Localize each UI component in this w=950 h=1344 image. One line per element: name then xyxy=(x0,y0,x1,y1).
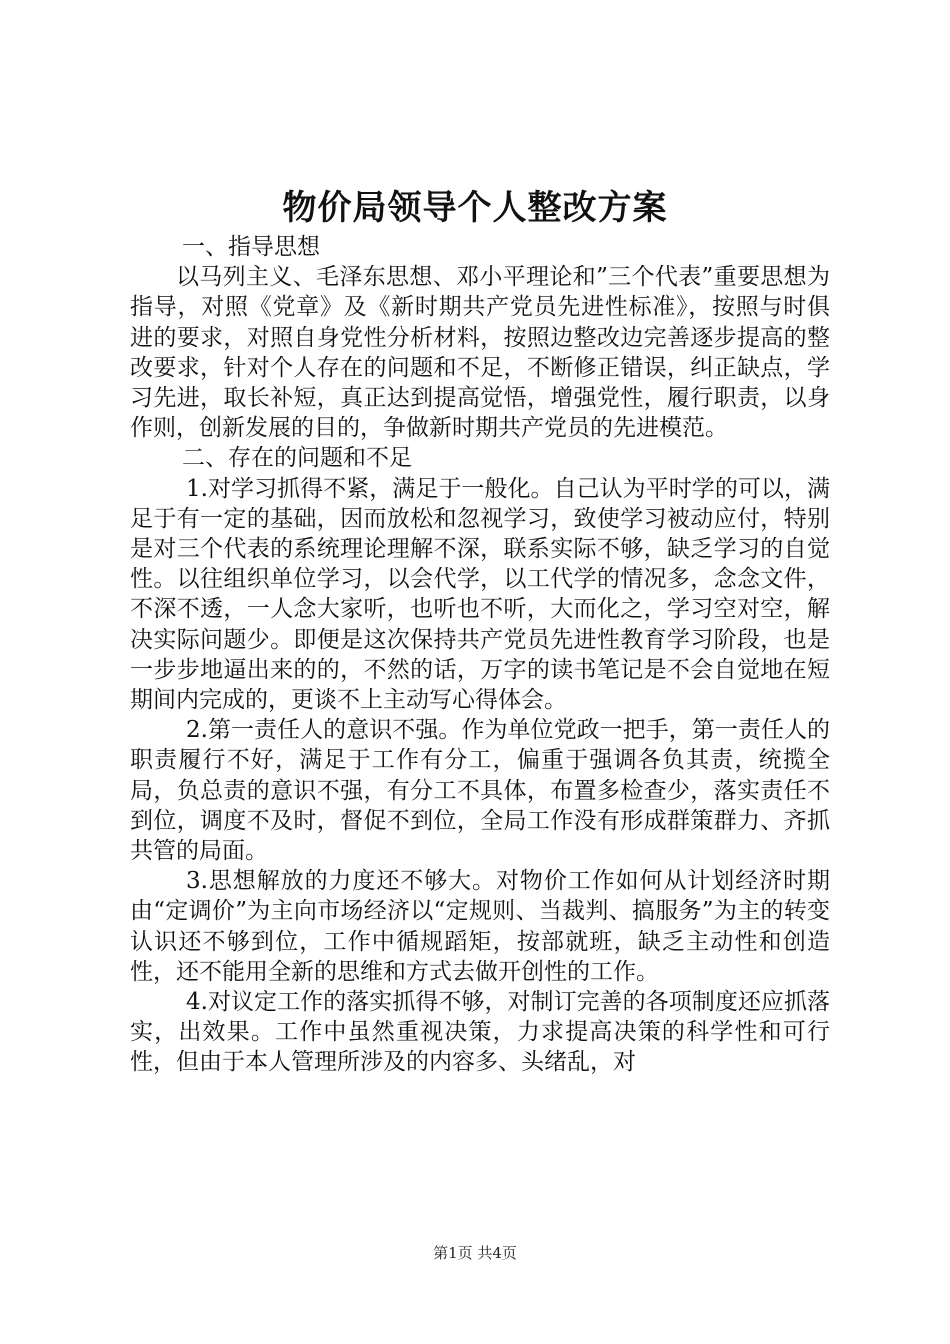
document-title: 物价局领导个人整改方案 xyxy=(282,188,668,228)
section-heading-problems: 二、存在的问题和不足 xyxy=(182,445,412,472)
problem-item-1: 1.对学习抓得不紧，满足于一般化。自己认为平时学的可以，满足于有一定的基础，因而放松和忽视学习，致使学习被动应付，特别是对三个代表的系统理论理解不深，联系实际不够，缺乏学习的自觉性。以往组织单位学习，以会代学，以工代学的情况多，念念文件，不深不透，一人念大家听，也听也不听，大而化之，学习空对空，解决实际问题少。即便是这次保持共产党员先进性教育学习阶段，也是一步步地逼出来的的，不然的话，万字的读书笔记是不会自觉地在短期间内完成的，更谈不上主动写心得体会。 xyxy=(130,475,830,714)
problem-item-4: 4.对议定工作的落实抓得不够，对制订完善的各项制度还应抓落实，出效果。工作中虽然重视决策，力求提高决策的科学性和可行性，但由于本人管理所涉及的内容多、头绪乱，对 xyxy=(130,989,830,1076)
problem-item-2: 2.第一责任人的意识不强。作为单位党政一把手，第一责任人的职责履行不好，满足于工作有分工，偏重于强调各负其责，统揽全局，负总责的意识不强，有分工不具体，布置多检查少，落实责任不到位，调度不及时，督促不到位，全局工作没有形成群策群力、齐抓共管的局面。 xyxy=(130,717,830,865)
page-footer: 第1页 共4页 xyxy=(433,1244,517,1262)
document-body xyxy=(130,232,830,1078)
problem-item-3: 3.思想解放的力度还不够大。对物价工作如何从计划经济时期由“定调价”为主向市场经济以“定规则、当裁判、搞服务”为主的转变认识还不够到位，工作中循规蹈矩，按部就班，缺乏主动性和创造性，还不能用全新的思维和方式去做开创性的工作。 xyxy=(130,868,830,985)
section-heading-guiding-ideology: 一、指导思想 xyxy=(182,234,320,260)
paragraph-guiding-ideology: 以马列主义、毛泽东思想、邓小平理论和”三个代表”重要思想为指导，对照《党章》及《新时期共产党员先进性标准》，按照与时俱进的要求，对照自身党性分析材料，按照边整改边完善逐步提高的整改要求，针对个人存在的问题和不足，不断修正错误，纠正缺点，学习先进，取长补短，真正达到提高觉悟，增强党性，履行职责，以身作则，创新发展的目的，争做新时期共产党员的先进模范。 xyxy=(130,264,830,442)
